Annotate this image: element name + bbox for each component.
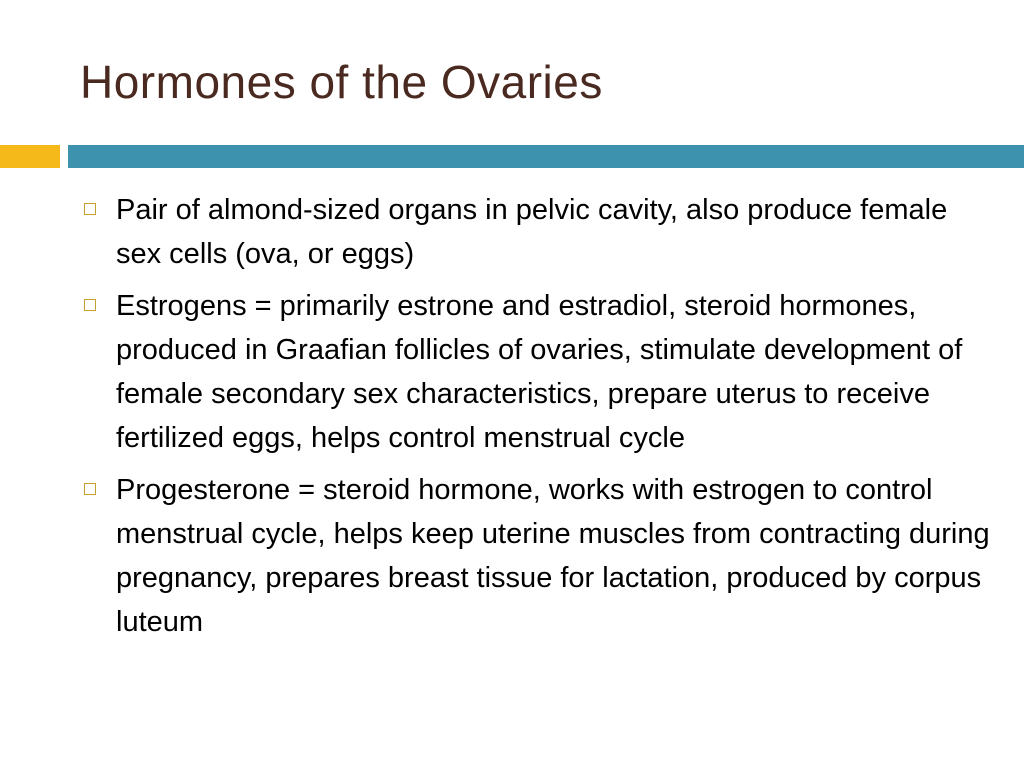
accent-bar-teal xyxy=(68,145,1024,168)
hollow-square-bullet-icon xyxy=(84,299,96,311)
hollow-square-bullet-icon xyxy=(84,483,96,495)
bullet-item xyxy=(78,284,998,460)
hollow-square-bullet-icon xyxy=(84,203,96,215)
bullet-item xyxy=(78,188,998,276)
bullet-text: Estrogens = primarily estrone and estradiol, steroid hormones, produced in Graafian follicles of ovaries, stimulate development of female secondary sex characteristics, prepare uterus to receive fertilized eggs, helps control menstrual cycle xyxy=(116,290,963,454)
bullet-text: Progesterone = steroid hormone, works with estrogen to control menstrual cycle, helps keep uterine muscles from contracting during pregnancy, prepares breast tissue for lactation, produced by corpus luteum xyxy=(116,474,990,638)
accent-bar-orange xyxy=(0,145,60,168)
bullet-list xyxy=(78,188,998,652)
slide-title: Hormones of the Ovaries xyxy=(80,56,603,108)
bullet-item xyxy=(78,468,998,644)
bullet-text: Pair of almond-sized organs in pelvic cavity, also produce female sex cells (ova, or eggs) xyxy=(116,194,948,270)
